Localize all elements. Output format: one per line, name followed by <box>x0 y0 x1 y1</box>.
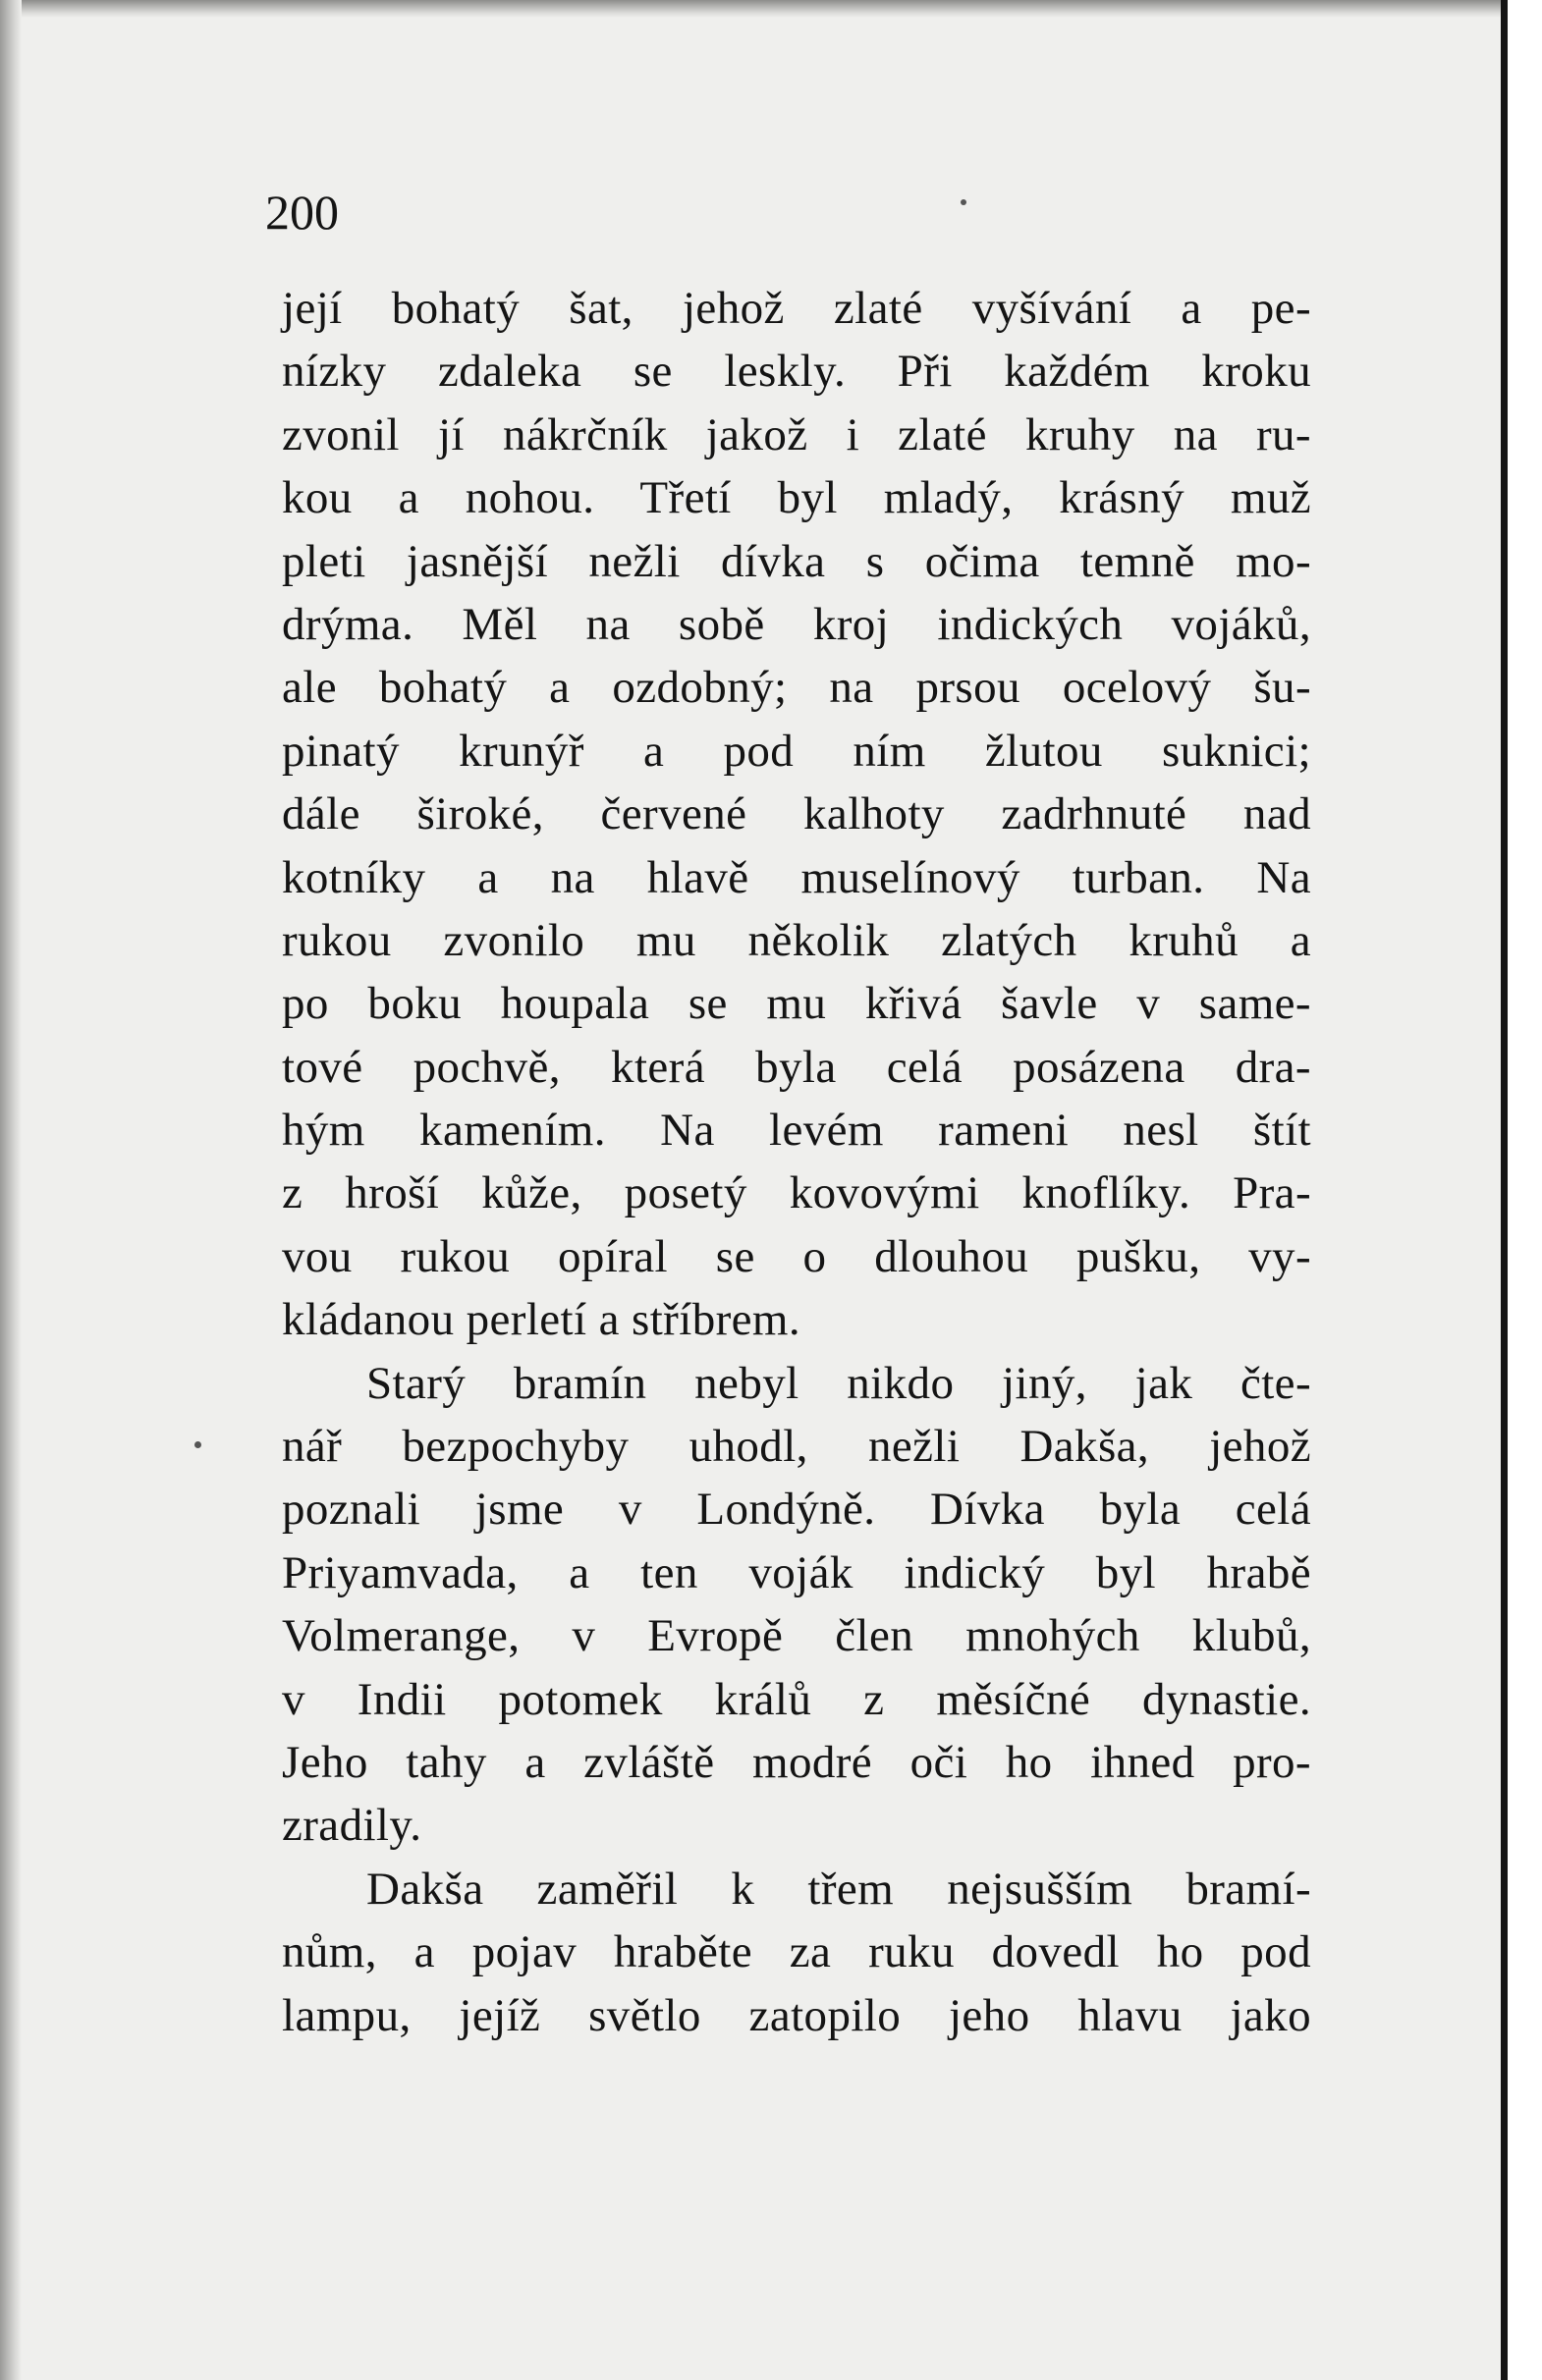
text-line: nář bezpochyby uhodl, nežli Dakša, jehož <box>282 1421 1311 1473</box>
page-left-shadow <box>0 0 22 2380</box>
margin-gap <box>1508 0 1542 2380</box>
text-line: Starý bramín nebyl nikdo jiný, jak čte- <box>366 1357 1311 1409</box>
text-line: zradily. <box>282 1800 422 1852</box>
text-line: tové pochvě, která byla celá posázena dra- <box>282 1041 1311 1093</box>
text-line: lampu, jejíž světlo zatopilo jeho hlavu jako <box>282 1989 1311 2041</box>
text-line: kou a nohou. Třetí byl mladý, krásný muž <box>282 472 1311 524</box>
print-speck <box>194 1441 201 1448</box>
text-line: kládanou perletí a stříbrem. <box>282 1294 801 1346</box>
text-line: nízky zdaleka se leskly. Při každém kroku <box>282 346 1311 398</box>
text-line: drýma. Měl na sobě kroj indických vojáků, <box>282 598 1311 650</box>
text-line: poznali jsme v Londýně. Dívka byla celá <box>282 1484 1311 1536</box>
text-line: po boku houpala se mu křivá šavle v same- <box>282 978 1311 1030</box>
text-line: Volmerange, v Evropě člen mnohých klubů, <box>282 1610 1311 1662</box>
print-speck <box>961 199 966 205</box>
binding-edge <box>1501 0 1508 2380</box>
text-line: její bohatý šat, jehož zlaté vyšívání a pe- <box>282 283 1311 334</box>
text-line: vou rukou opíral se o dlouhou pušku, vy- <box>282 1230 1311 1282</box>
text-line: dále široké, červené kalhoty zadrhnuté nad <box>282 788 1311 840</box>
page-top-shadow <box>0 0 1508 18</box>
text-line: rukou zvonilo mu několik zlatých kruhů a <box>282 914 1311 966</box>
text-line: kotníky a na hlavě muselínový turban. Na <box>282 851 1311 903</box>
text-line: pinatý krunýř a pod ním žlutou suknici; <box>282 725 1311 777</box>
text-line: zvonil jí nákrčník jakož i zlaté kruhy na ru- <box>282 408 1311 460</box>
text-line: nům, a pojav hraběte za ruku dovedl ho pod <box>282 1926 1311 1978</box>
text-line: pleti jasnější nežli dívka s očima temně mo- <box>282 535 1311 587</box>
text-line: ale bohatý a ozdobný; na prsou ocelový šu- <box>282 662 1311 714</box>
text-line: hým kamením. Na levém rameni nesl štít <box>282 1105 1311 1157</box>
text-line: v Indii potomek králů z měsíčné dynastie. <box>282 1673 1311 1725</box>
body-text <box>282 277 1311 2047</box>
text-line: Dakša zaměřil k třem nejsušším bramí- <box>366 1863 1311 1915</box>
page-number: 200 <box>265 185 339 240</box>
text-line: z hroší kůže, posetý kovovými knoflíky. Pra- <box>282 1167 1311 1219</box>
text-line: Priyamvada, a ten voják indický byl hrabě <box>282 1546 1311 1598</box>
text-line: Jeho tahy a zvláště modré oči ho ihned pro- <box>282 1736 1311 1788</box>
